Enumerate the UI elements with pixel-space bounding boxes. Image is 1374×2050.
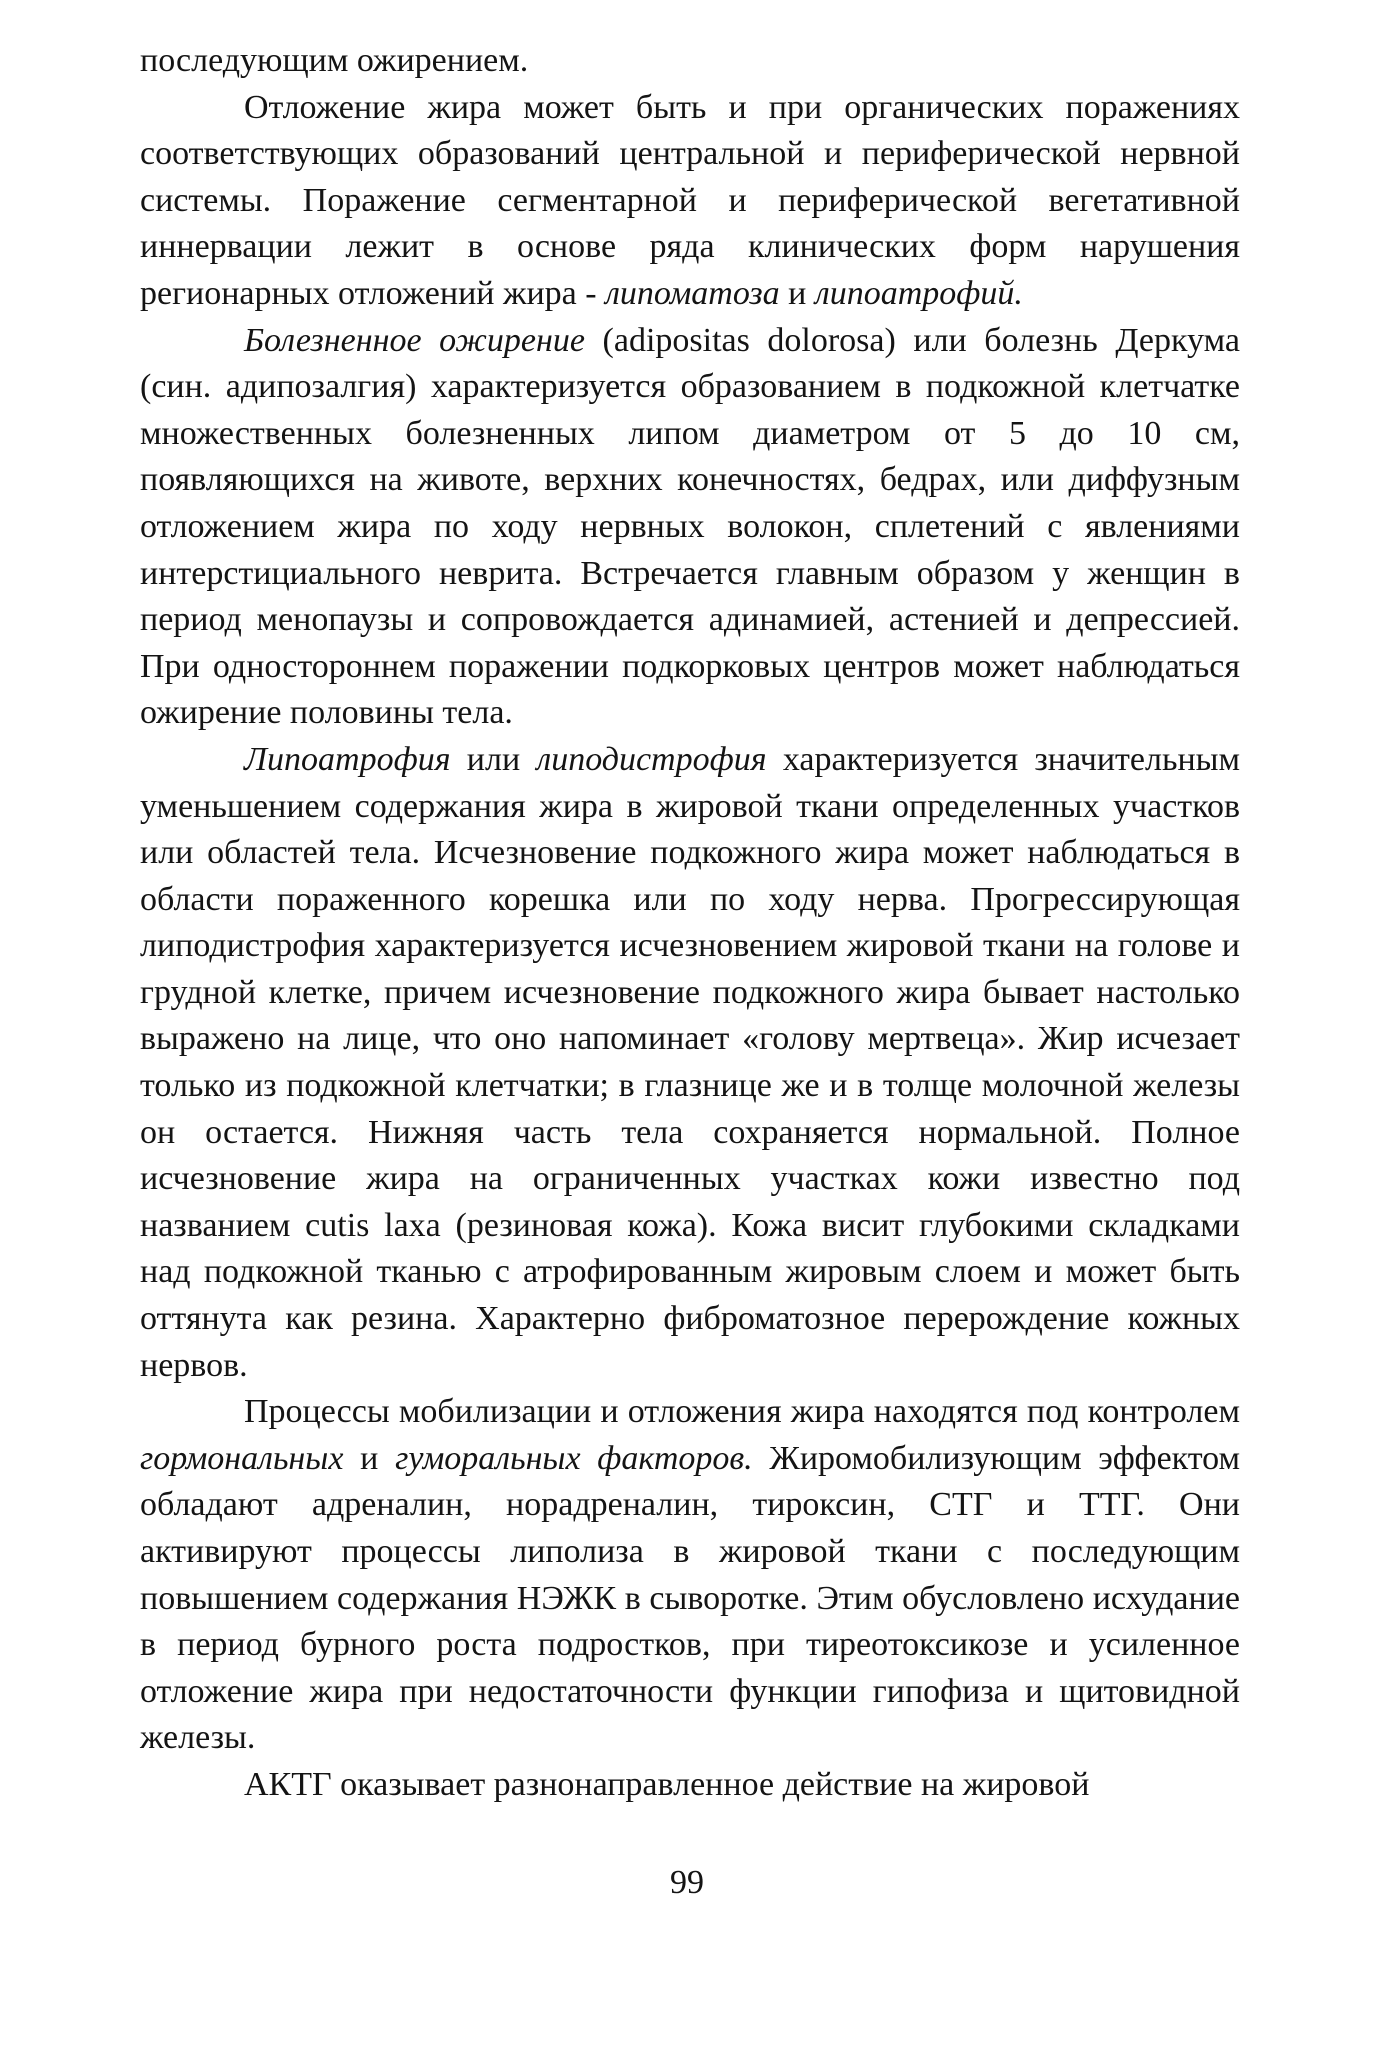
paragraph — [140, 85, 1240, 318]
paragraph — [140, 737, 1240, 1389]
text-run: характеризуется значительным уменьшением содержания жира в жировой ткани определенных участков или областей тела. Исчезновение подкожного жира может наблюдаться в области пораженного корешка или по ходу нерва. Прогрессирующая липодистрофия характеризуется исчезновением жировой ткани на голове и грудной клетке, причем исчезновение подкожного жира бывает настолько выражено на лице, что оно напоминает «голову мертвеца». Жир исчезает только из подкожной клетчатки; в глазнице же и в толще молочной железы он остается. Нижняя часть тела сохраняется нормальной. Полное исчезновение жира на ограниченных участках кожи известно под названием cutis laxa (резиновая кожа). Кожа висит глубокими складками над подкожной тканью с атрофированным жировым слоем и может быть оттянута как резина. Характерно фиброматозное перерождение кожных нервов. — [140, 740, 1240, 1384]
text-run: и — [343, 1439, 396, 1477]
text-run: Процессы мобилизации и отложения жира находятся под контролем — [244, 1393, 1240, 1431]
text-run: Жиромобилизующим эффектом обладают адреналин, норадреналин, тироксин, СТГ и ТТГ. Они активируют процессы липолиза в жировой ткани с последующим повышением содержания НЭЖК в сыворотке. Этим обусловлено исхудание в период бурного роста подростков, при тиреотоксикозе и усиленное отложение жира при недостаточности функции гипофиза и щитовидной железы. — [140, 1439, 1241, 1757]
page-body — [140, 38, 1240, 1809]
italic-term: гуморальных факторов. — [395, 1439, 753, 1477]
italic-term: гормональных — [140, 1439, 344, 1477]
paragraph — [140, 318, 1240, 737]
italic-term: Болезненное ожирение — [244, 321, 585, 359]
italic-term: липоматоза — [605, 274, 780, 312]
paragraph — [140, 1762, 1240, 1809]
italic-term: липоатрофий. — [814, 274, 1023, 312]
text-run: или — [450, 740, 537, 778]
paragraph — [140, 1389, 1240, 1762]
text-run: и — [779, 274, 815, 312]
page-number: 99 — [670, 1864, 704, 1901]
paragraph — [140, 38, 1240, 85]
text-run: (adipositas dolorosa) или болезнь Деркума (син. адипозалгия) характеризуется образованием в подкожной клетчатке множественных болезненных липом диаметром от 5 до 10 см, появляющихся на животе, верхних конечностях, бедрах, или диффузным отложением жира по ходу нервных волокон, сплетений с явлениями интерстициального неврита. Встречается главным образом у женщин в период менопаузы и сопровождается адинамией, астенией и депрессией. При одностороннем поражении подкорковых центров может наблюдаться ожирение половины тела. — [140, 321, 1240, 732]
text-run: Отложение жира может быть и при органических поражениях соответствующих образований центральной и периферической нервной системы. Поражение сегментарной и периферической вегетативной иннервации лежит в основе ряда клинических форм нарушения регионарных отложений жира - — [140, 88, 1240, 312]
italic-term: липодистрофия — [536, 740, 767, 778]
italic-term: Липоатрофия — [244, 740, 451, 778]
text-run: последующим ожирением. — [140, 42, 529, 79]
text-run: АКТГ оказывает разнонаправленное действие на жировой — [244, 1765, 1090, 1803]
